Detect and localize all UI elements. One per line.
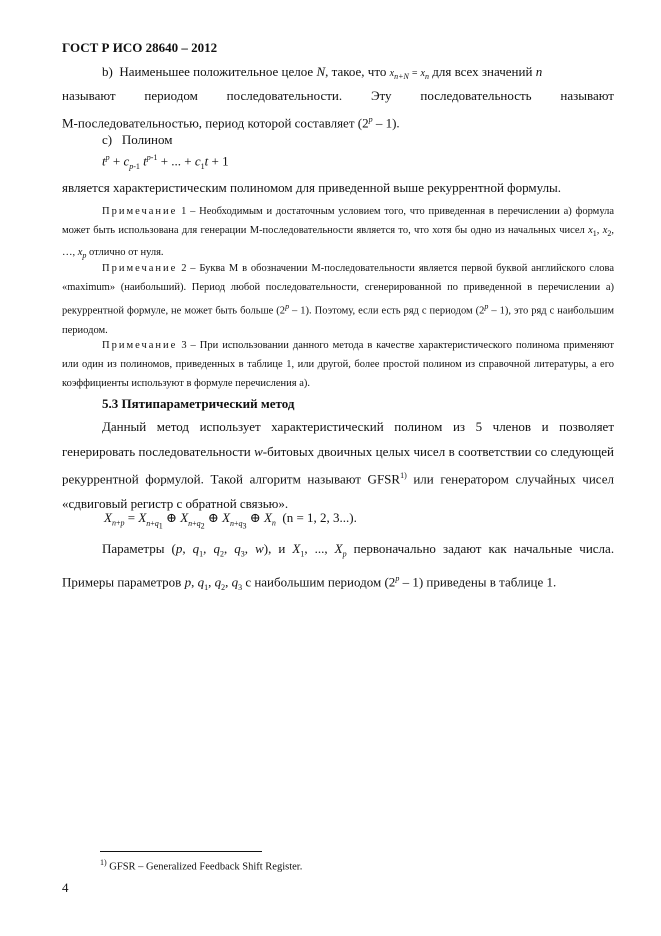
item-b-text: Наименьшее положительное целое <box>119 64 314 79</box>
text: Данный метод использует характеристический полином из 5 членов и позволяет генерировать последовательности <box>62 419 614 459</box>
section-title: 5.3 Пятипараметрический метод <box>102 396 295 411</box>
note-2 <box>62 259 614 340</box>
sup-p: p <box>285 302 290 311</box>
note-lead: Примечание <box>102 263 178 274</box>
text: – 1). <box>372 115 400 131</box>
note-3 <box>62 336 614 393</box>
formula-period: $x_{n+N} = x_n$ <box>389 68 429 81</box>
note-1: Примечание 1 – Необходимым и достаточным условием того, что приведенная в перечислении а) формула может быть использована для генерации М-последовательности является то, что хотя бы одно из начальных чисел $x_1$, $x_2$, …, $x_p$ отлично от нуля. <box>62 206 615 261</box>
footnote-rule <box>100 851 262 852</box>
note-text: – 1), это ряд с наибольшим периодом. <box>62 305 615 336</box>
text: М-последовательностью, период которой составляет (2 <box>62 115 369 131</box>
var-w: w <box>254 443 263 459</box>
paragraph-1 <box>62 415 614 516</box>
footnote-ref: 1) <box>400 471 407 480</box>
polynomial-formula: $t^p + c_{p-1}$ $t^{p-1}$ + ... + $c_1t + 1$ <box>102 153 229 171</box>
item-c-after: является характеристическим полиномом для приведенной выше рекуррентной формулы. <box>62 180 562 195</box>
footnote-text: GFSR – Generalized Feedback Shift Register. <box>109 861 303 873</box>
document-header: ГОСТ Р ИСО 28640 – 2012 <box>62 40 218 55</box>
sup-p: p <box>484 302 489 311</box>
item-c-marker: c) <box>102 132 113 147</box>
footnote-mark: 1) <box>100 858 107 867</box>
gfsr-formula: $X_{n+p} = X_{n+q_1}$ ⊕ $X_{n+q_2}$ ⊕ $X_{n+q_3}$ ⊕ $X_n$ (n = 1, 2, 3...). <box>104 510 357 531</box>
item-c-label: Полином <box>121 132 173 147</box>
note-lead: Примечание <box>102 206 178 217</box>
text: или генератором случайных чисел «сдвиговый регистр с обратной связью». <box>62 471 614 511</box>
paragraph-2: Параметры (p, $q_1$, $q_2$, $q_3$, w), и $X_1$, ..., $X_p$ первоначально задают как начальные числа. Примеры параметров p, $q_1$, $q_2$, $q_3$ с наибольшим периодом (2$^p$ – 1) приведены в таблице 1. <box>62 541 615 593</box>
footnote <box>100 858 302 873</box>
sup-p: p <box>395 574 400 584</box>
text: – 1) приведены в таблице 1. <box>399 574 557 590</box>
note-text: – 1). Поэтому, если есть ряд с периодом (2 <box>289 305 485 317</box>
item-b-line2: называют периодом последовательности. Эту последовательность называют <box>62 88 614 103</box>
note-text: отлично от нуля. <box>89 247 164 259</box>
page-number: 4 <box>62 880 69 895</box>
note-text: 2 – Буква М в обозначении М-последовательности является первой буквой английского слова «maximum» (наибольший). Период любой последовательности, сгенерированной по приведенной в перечислении а) рекуррентной формуле, не может быть больше (2 <box>62 263 614 317</box>
text: первоначально задают как начальные числа. Примеры параметров <box>62 541 615 590</box>
formula-tail: (n = 1, 2, 3...). <box>282 510 357 525</box>
text: с наибольшим периодом (2 <box>245 574 396 590</box>
text: , и <box>268 541 286 556</box>
note-text: 3 – При использовании данного метода в качестве характеристического полинома применяют или один из полиномов, приведенных в таблице 1, или другой, более простой полином из справочной литературы, а его коэффициенты используют в формуле перечисления а). <box>62 340 614 389</box>
note-lead: Примечание <box>102 340 178 351</box>
item-b-text: , такое, что <box>325 64 387 79</box>
item-b-marker: b) <box>102 64 113 79</box>
item-c <box>62 128 614 152</box>
var-n: n <box>535 64 543 79</box>
var-N: N <box>316 64 326 79</box>
sup-p: p <box>368 115 373 124</box>
note-text: 1 – Необходимым и достаточным условием того, что приведенная в перечислении а) формула может быть использована для генерации М-последовательности является то, что хотя бы одно из начальных чисел <box>62 206 615 236</box>
text: Параметры <box>102 541 165 556</box>
text: -битовых двоичных целых чисел в соответствии со следующей рекуррентной формулой. Такой алгоритм называют GFSR <box>62 443 615 487</box>
item-b-text: для всех значений <box>432 64 533 79</box>
